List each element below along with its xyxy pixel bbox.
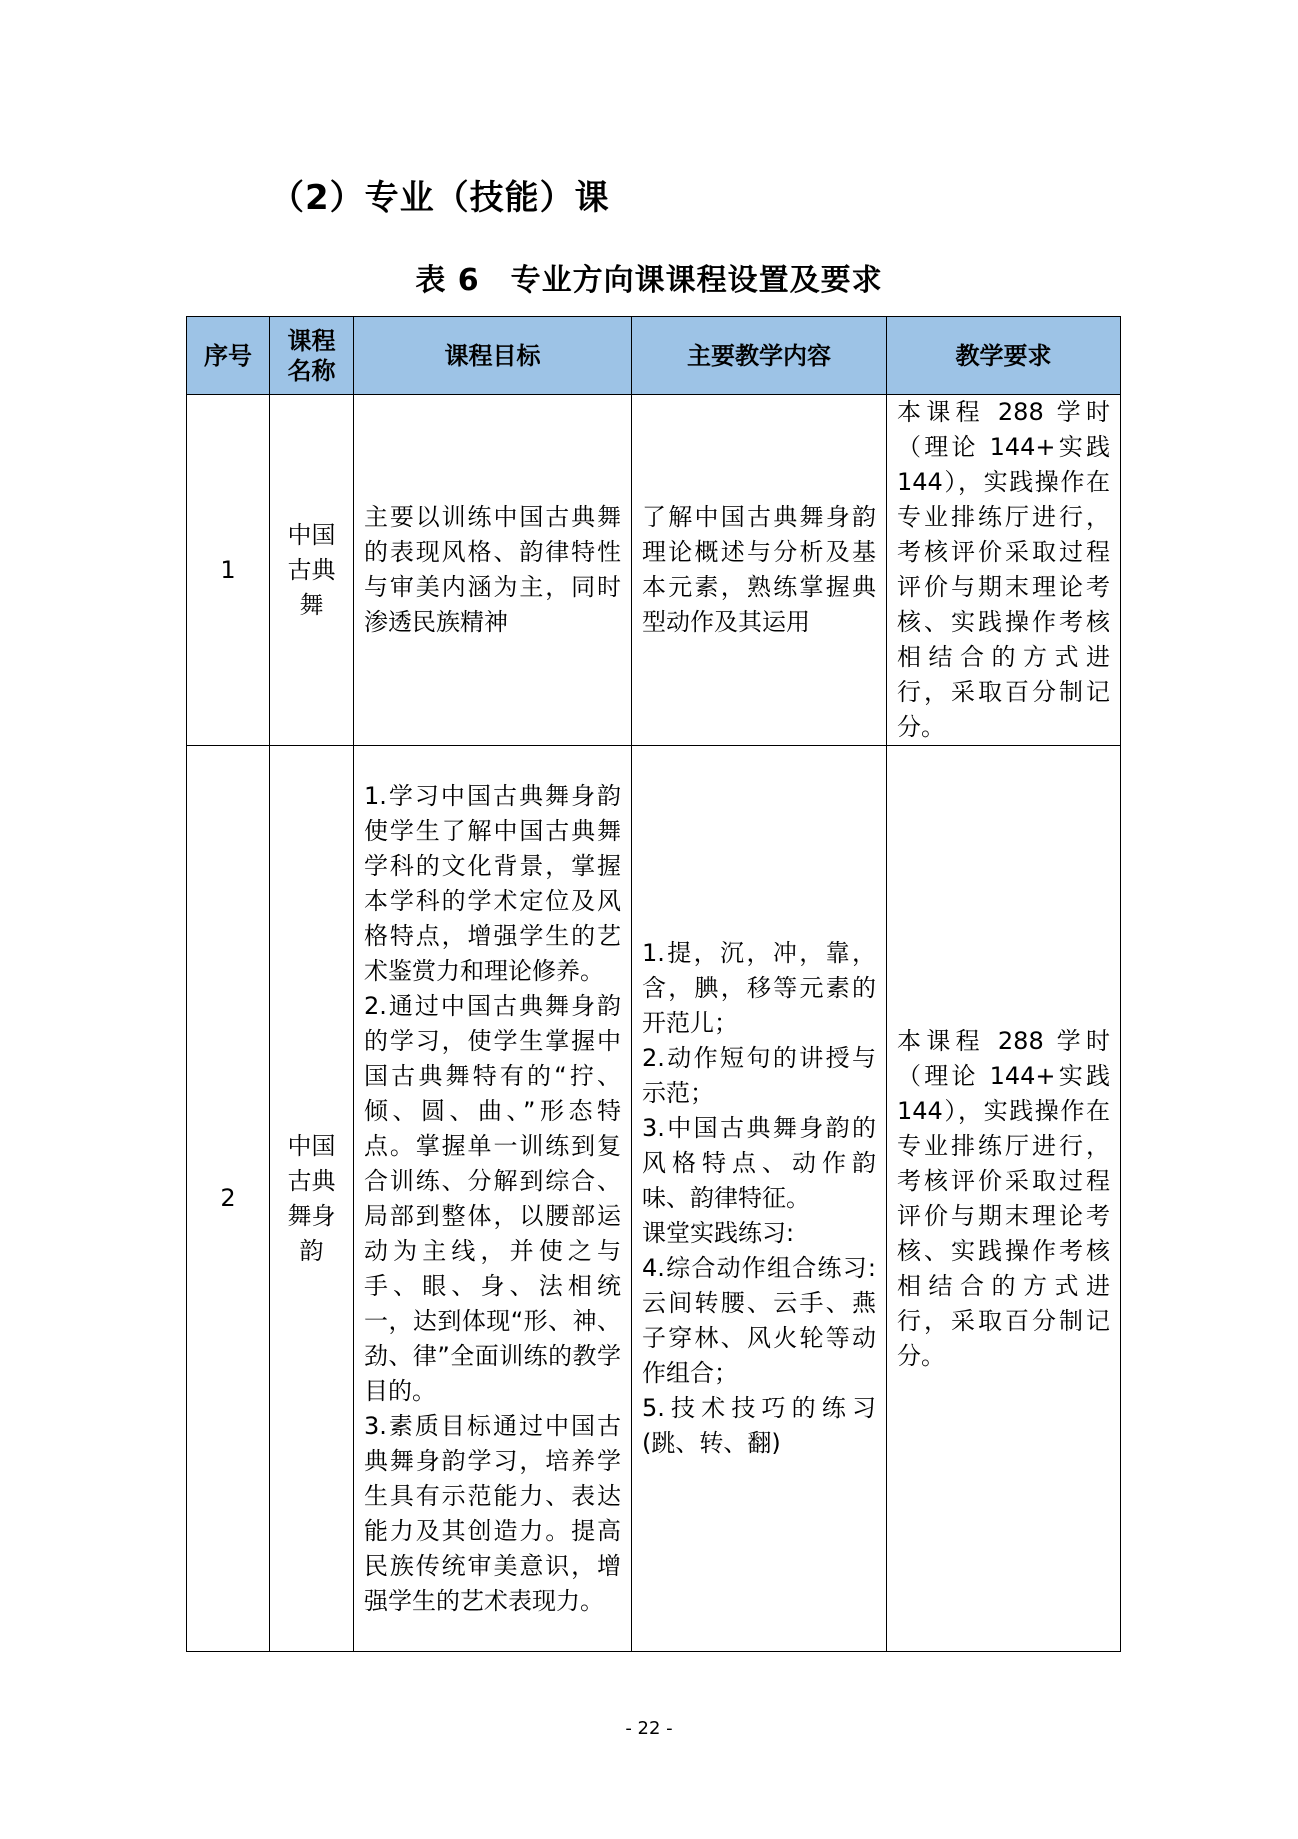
content-item: 4.综合动作组合练习:云间转腰、云手、燕子穿林、风火轮等动作组合； (642, 1254, 876, 1387)
page-number: - 22 - (625, 1718, 673, 1739)
goal-item: 3.素质目标通过中国古典舞身韵学习，培养学生具有示范能力、表达能力及其创造力。提高民族传统审美意识，增强学生的艺术表现力。 (364, 1411, 621, 1615)
content-item: 3.中国古典舞身韵的风格特点、动作韵味、韵律特征。 (642, 1114, 876, 1212)
content-item: 5.技术技巧的练习(跳、转、翻) (642, 1394, 876, 1457)
row-course-name: 中国古典舞身韵 (270, 746, 354, 1652)
row-requirement: 本课程 288 学时（理论 144+实践 144），实践操作在专业排练厅进行，考核评价采取过程评价与期末理论考核、实践操作考核相结合的方式进行，采取百分制记分。 (887, 395, 1121, 746)
header-name: 课程名称 (270, 317, 354, 395)
row-content (632, 746, 887, 1652)
header-content: 主要教学内容 (632, 317, 887, 395)
goal-item: 1.学习中国古典舞身韵使学生了解中国古典舞学科的文化背景，掌握本学科的学术定位及风格特点，增强学生的艺术鉴赏力和理论修养。 (364, 781, 621, 985)
course-table (186, 316, 1121, 1652)
table-caption: 表 6 专业方向课课程设置及要求 (415, 263, 883, 298)
header-goal: 课程目标 (354, 317, 632, 395)
content-item: 课堂实践练习: (642, 1219, 795, 1247)
table-row (187, 395, 1121, 746)
goal-item: 2.通过中国古典舞身韵的学习，使学生掌握中国古典舞特有的“拧、倾、圆、曲、”形态特点。掌握单一训练到复合训练、分解到综合、局部到整体，以腰部运动为主线，并使之与手、眼、身、法相统一，达到体现“形、神、劲、律”全面训练的教学目的。 (364, 991, 621, 1405)
content-item: 1.提，沉，冲，靠，含，腆，移等元素的开范儿； (642, 939, 876, 1037)
section-heading: （2）专业（技能）课 (270, 178, 610, 218)
row-content: 了解中国古典舞身韵理论概述与分析及基本元素，熟练掌握典型动作及其运用 (632, 395, 887, 746)
row-goal: 主要以训练中国古典舞的表现风格、韵律特性与审美内涵为主，同时渗透民族精神 (354, 395, 632, 746)
row-requirement: 本课程 288 学时（理论 144+实践 144），实践操作在专业排练厅进行，考核评价采取过程评价与期末理论考核、实践操作考核相结合的方式进行，采取百分制记分。 (887, 746, 1121, 1652)
row-seq: 2 (187, 746, 270, 1652)
row-goal (354, 746, 632, 1652)
header-requirement: 教学要求 (887, 317, 1121, 395)
row-course-name: 中国古典舞 (270, 395, 354, 746)
content-item: 2.动作短句的讲授与示范； (642, 1044, 876, 1107)
table-row (187, 746, 1121, 1652)
header-seq: 序号 (187, 317, 270, 395)
row-seq: 1 (187, 395, 270, 746)
table-header-row (187, 317, 1121, 395)
